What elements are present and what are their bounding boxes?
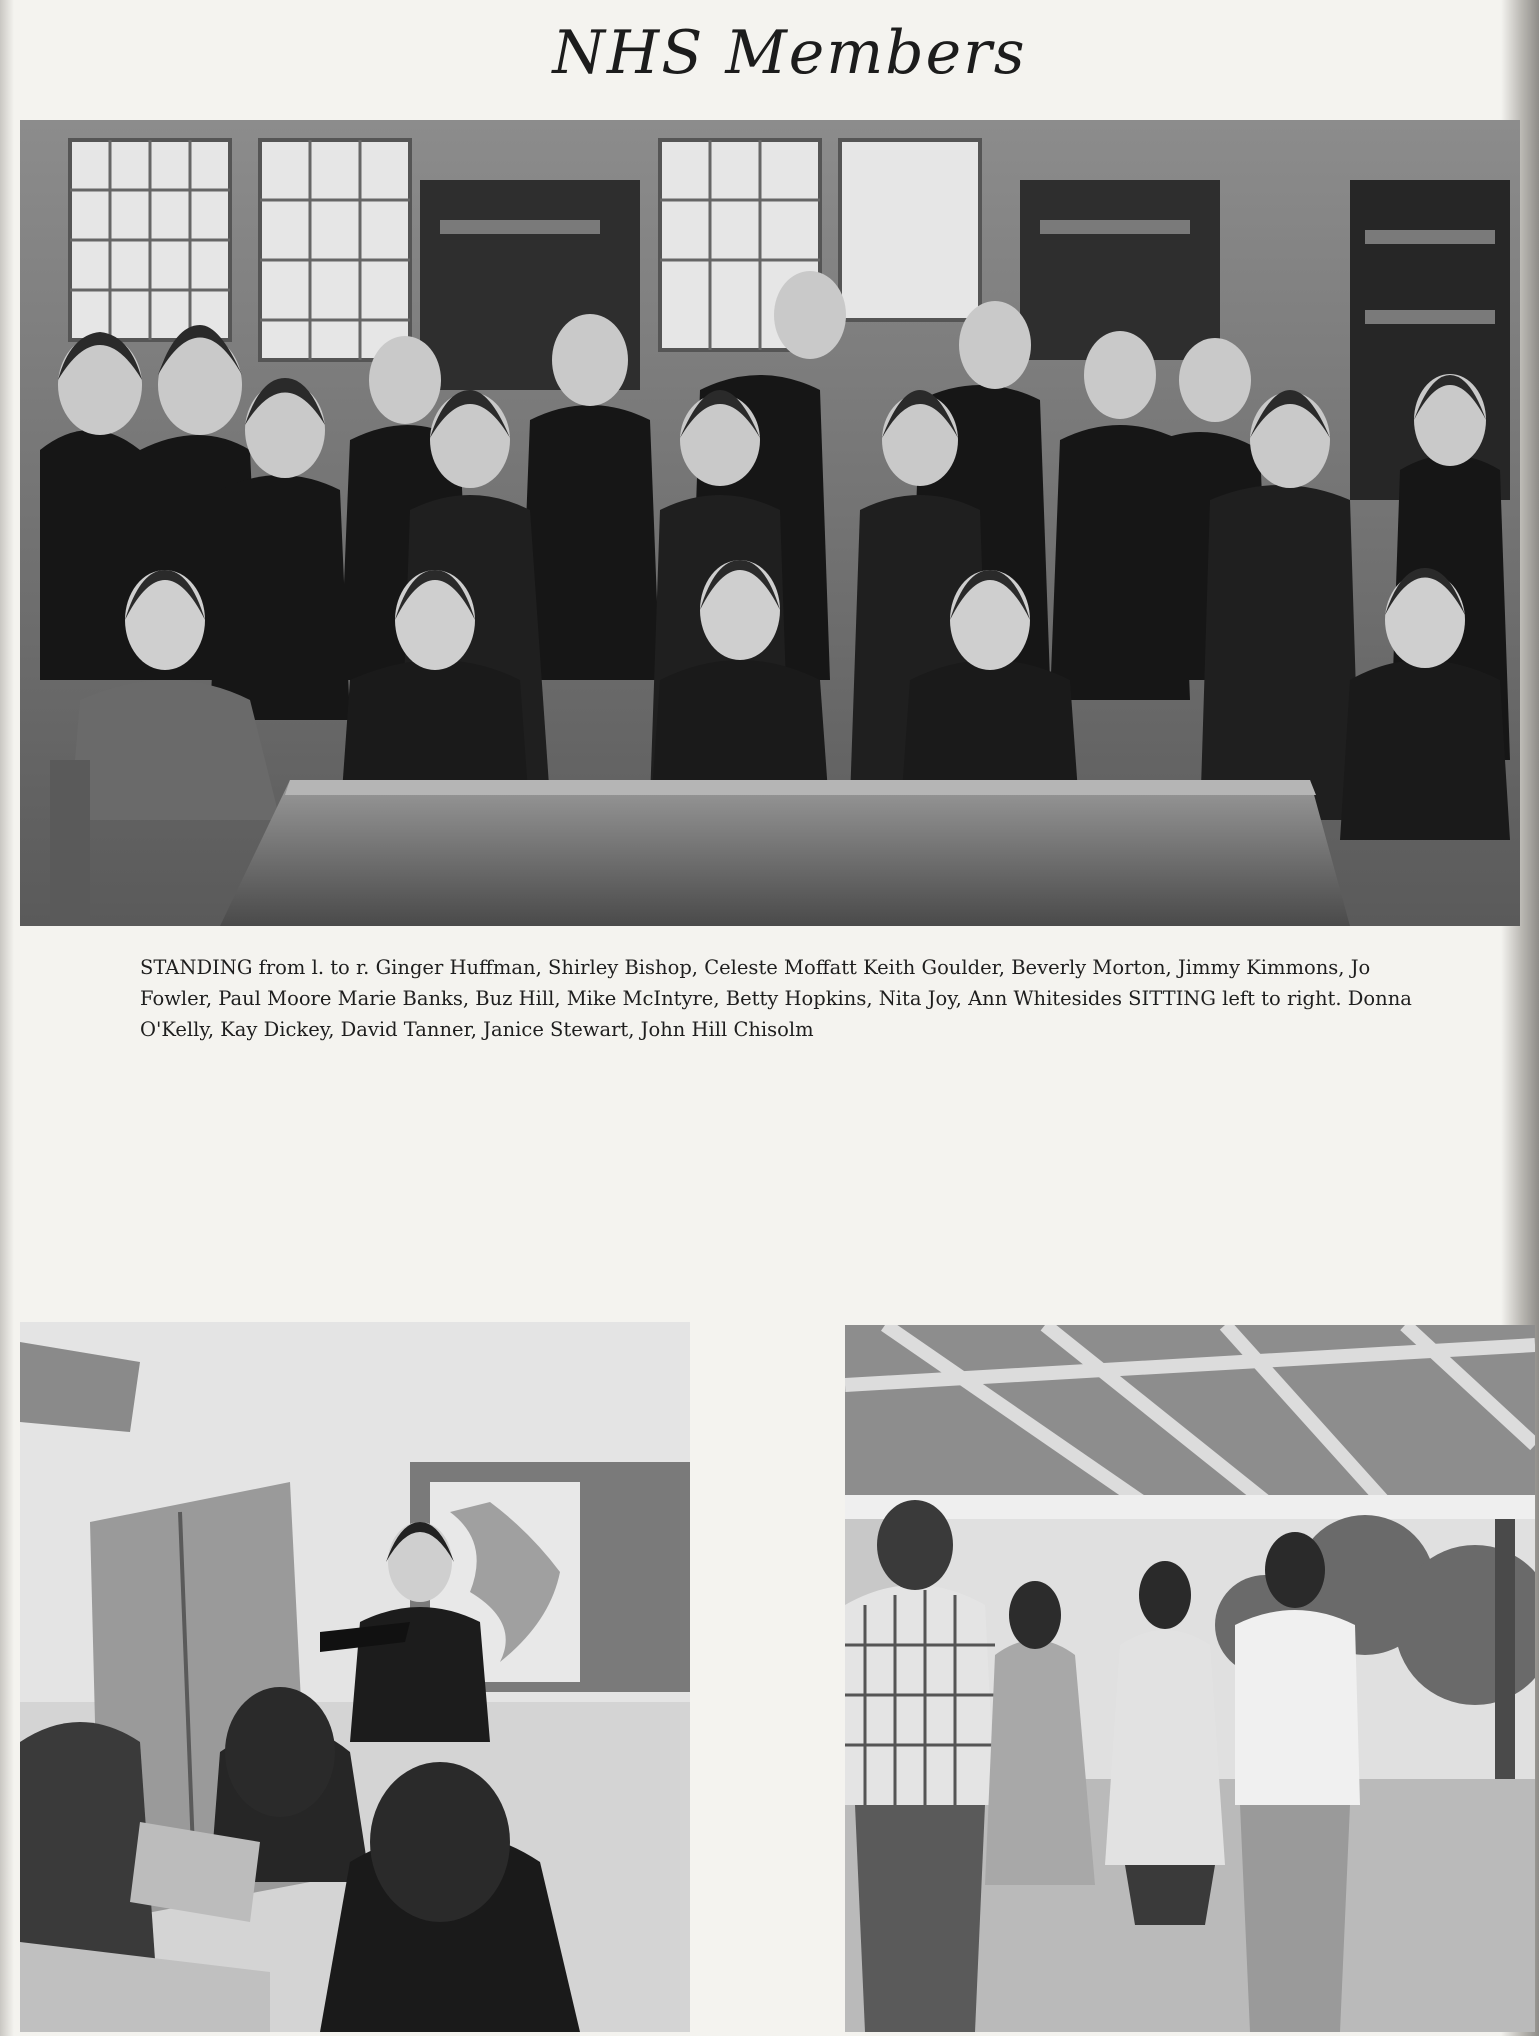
page-title: NHS Members: [552, 18, 1027, 88]
pavilion-photo-illustration: [845, 1325, 1535, 2032]
group-photo-caption: STANDING from l. to r. Ginger Huffman, Shirley Bishop, Celeste Moffatt Keith Goulder, Beverly Morton, Jimmy Kimmons, Jo Fowler, Paul Moore Marie Banks, Buz Hill, Mike McIntyre, Betty Hopkins, Nita Joy, Ann Whitesides SITTING left to right. Donna O'Kelly, Kay Dickey, David Tanner, Janice Stewart, John Hill Chisolm: [140, 956, 1412, 1041]
classroom-photo: [20, 1322, 690, 2032]
page-edge-left: [0, 0, 14, 2036]
classroom-photo-illustration: [20, 1322, 690, 2032]
group-photo: [20, 120, 1520, 926]
group-photo-illustration: [20, 120, 1520, 926]
pavilion-photo: [845, 1325, 1535, 2032]
